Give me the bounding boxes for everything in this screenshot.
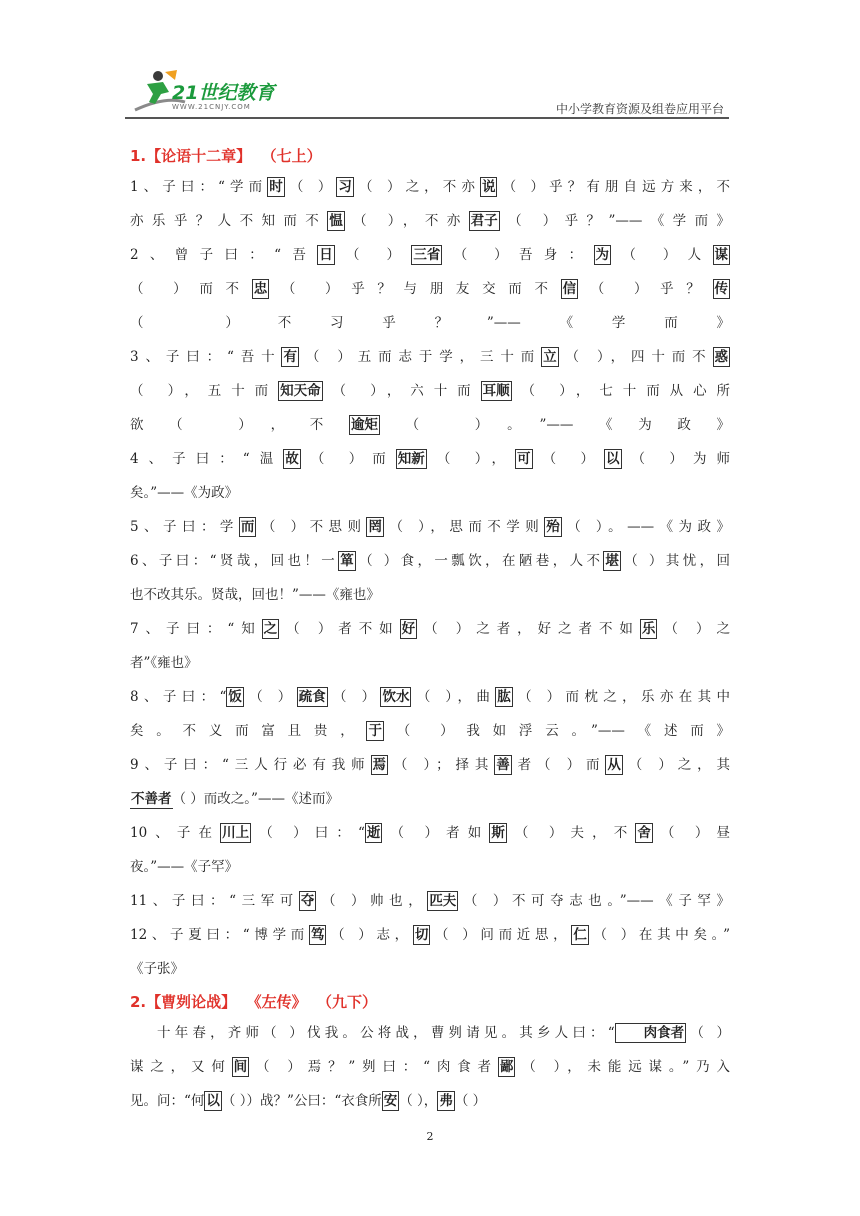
text-segment: （ ）帅也， [316, 893, 428, 909]
text-segment: （ ），思而不学则 [383, 519, 545, 535]
text-segment: （ ）乎？ [578, 281, 713, 297]
text-segment: （ ）之，其 [622, 757, 730, 773]
text-line [130, 1050, 730, 1084]
keyword-box: 为 [595, 247, 610, 263]
text-line [130, 204, 730, 238]
keyword-box: 谋 [714, 247, 729, 263]
keyword-box: 仁 [573, 927, 587, 943]
keyword-box: 而 [240, 519, 255, 535]
text-segment: （ ） [454, 1093, 487, 1109]
keyword-box: 立 [543, 349, 557, 365]
text-line [130, 170, 730, 204]
text-segment: （ ）而枕之，乐亦在其中 [512, 689, 730, 705]
text-segment: 亦乐乎？人不知而不 [130, 213, 328, 229]
text-line [130, 306, 730, 340]
text-segment: （ ）焉？”刿曰：“肉食者 [249, 1059, 498, 1075]
text-segment: （ ）；择其 [388, 757, 495, 773]
text-segment: （ ）乎？有朋自远方来，不 [497, 179, 730, 195]
text-segment: （ ）食，一瓢饮，在陋巷，人不 [355, 553, 604, 569]
text-segment: 11、子曰：“三军可 [130, 893, 299, 909]
text-segment: （ ）为师 [621, 451, 730, 467]
text-segment: （ ），七十而从心所 [511, 383, 730, 399]
text-line [130, 884, 730, 918]
keyword-box: 传 [714, 281, 728, 297]
text-line [130, 272, 730, 306]
text-line [130, 476, 730, 510]
text-segment: （ ）不可夺志也。”——《子罕》 [458, 893, 730, 909]
text-line [130, 544, 730, 578]
text-segment: （ ） [686, 1025, 730, 1041]
text-segment: （ ），未能远谋。”乃入 [515, 1059, 730, 1075]
keyword-box: 逝 [366, 825, 381, 841]
text-segment: 10、子在 [130, 825, 221, 841]
text-line [130, 1016, 730, 1050]
keyword-box: 愠 [329, 213, 343, 229]
text-segment: 4、子曰：“温 [130, 451, 284, 467]
keyword-box: 鄙 [499, 1059, 514, 1075]
text-segment: （ ）而 [300, 451, 396, 467]
text-segment: 5、子曰：学 [130, 519, 239, 535]
text-segment: （ ），四十而不 [558, 349, 713, 365]
keyword-box: 川上 [222, 825, 250, 841]
keyword-box: 舍 [637, 825, 651, 841]
text-segment: （ ）人 [611, 247, 713, 263]
text-segment: （ ） [284, 179, 337, 195]
text-segment: （ ）志， [326, 927, 413, 943]
text-line [130, 578, 730, 612]
keyword-box: 殆 [546, 519, 560, 535]
keyword-box: 惑 [714, 349, 728, 365]
keyword-box: 三省 [413, 247, 441, 263]
keyword-box: 可 [517, 451, 531, 467]
text-line [130, 374, 730, 408]
text-line [130, 714, 730, 748]
keyword-box: 间 [233, 1059, 248, 1075]
keyword-box: 君子 [470, 213, 498, 229]
text-segment: 谋之，又何 [130, 1059, 232, 1075]
text-segment: 1、子曰：“学而 [130, 179, 268, 195]
text-line [130, 510, 730, 544]
text-segment: （ ）。——《为政》 [561, 519, 730, 535]
keyword-box: 安 [383, 1093, 398, 1109]
text-segment: 6、子曰：“贤哉，回也！一 [130, 553, 339, 569]
text-segment: （ ），不亦 [344, 213, 469, 229]
text-segment: （ ）不思则 [256, 519, 367, 535]
text-segment: （ ）而不 [130, 281, 252, 297]
keyword-box: 以 [206, 1093, 220, 1109]
text-line [130, 850, 730, 884]
keyword-box: 饭 [228, 689, 242, 705]
keyword-box: 罔 [368, 519, 382, 535]
text-segment: 9、子曰：“三人行必有我师 [130, 757, 371, 773]
text-segment: （ ）。”——《为政》 [379, 417, 730, 433]
section-title: 1.【论语十二章】 （七上） [130, 147, 322, 165]
text-segment: （ ）者如 [382, 825, 490, 841]
section-caogui [130, 1016, 730, 1118]
keyword-box: 焉 [372, 757, 387, 773]
text-segment: （ ） [327, 689, 381, 705]
text-segment: （ ）问而近思， [430, 927, 572, 943]
keyword-box: 匹夫 [429, 893, 457, 909]
keyword-box: 之 [263, 621, 278, 637]
keyword-box: 切 [414, 927, 429, 943]
text-segment: （ ） [532, 451, 604, 467]
text-segment: （ ）乎？与朋友交而不 [269, 281, 561, 297]
text-segment: （ ）之，不亦 [353, 179, 480, 195]
text-segment: （ ） [243, 689, 297, 705]
text-segment: （ ）吾身： [442, 247, 594, 263]
text-line [130, 952, 730, 986]
text-segment: 也不改其乐。贤哉，回也！”——《雍也》 [130, 587, 380, 603]
keyword-box: 故 [285, 451, 299, 467]
keyword-box: 笃 [310, 927, 325, 943]
keyword-box: 以 [606, 451, 620, 467]
worksheet-content [130, 142, 730, 1118]
text-segment: 矣。”——《为政》 [130, 485, 239, 501]
keyword-box: 堪 [605, 553, 619, 569]
text-line [130, 612, 730, 646]
text-segment: （ ）之 [657, 621, 730, 637]
text-segment: （ ），六十而 [322, 383, 481, 399]
text-segment: （ ）乎？”——《学而》 [499, 213, 730, 229]
text-segment: （ ）， [426, 451, 516, 467]
text-segment: （ ）昼 [652, 825, 730, 841]
text-segment: 矣。不义而富且贵， [130, 723, 367, 739]
text-segment: （ ）夫，不 [506, 825, 636, 841]
text-segment: 欲（ ），不 [130, 417, 349, 433]
text-line [130, 816, 730, 850]
text-segment: （ ））战？”公曰：“衣食所 [221, 1093, 382, 1109]
keyword-box: 于 [368, 723, 382, 739]
keyword-box: 忠 [253, 281, 268, 297]
page-header [0, 0, 860, 125]
logo-url: WWW.21CNJY.COM [172, 103, 251, 111]
keyword-box: 箪 [340, 553, 354, 569]
text-segment: （ ）曰：“ [251, 825, 365, 841]
keyword-box: 逾矩 [350, 417, 378, 433]
keyword-box: 时 [269, 179, 283, 195]
keyword-box: 耳顺 [482, 383, 510, 399]
section-lunyu [130, 170, 730, 986]
text-segment: （ ）其忧，回 [620, 553, 730, 569]
text-line [130, 918, 730, 952]
keyword-box: 弗 [439, 1093, 453, 1109]
keyword-box: 日 [319, 247, 333, 263]
text-segment: （ ），曲 [411, 689, 496, 705]
text-segment: （ ）五而志于学，三十而 [298, 349, 542, 365]
keyword-box: 不善者 [131, 791, 172, 807]
text-segment: 2、曾子曰：“吾 [130, 247, 318, 263]
keyword-box: 有 [283, 349, 297, 365]
keyword-box: 知天命 [280, 383, 321, 399]
keyword-box: 肉食者 [615, 1023, 687, 1043]
text-segment: （ ）， [399, 1093, 438, 1109]
text-segment: 8、子曰：“ [130, 689, 227, 705]
text-segment: 十年春，齐师（ ）伐我。公将战，曹刿请见。其乡人曰：“ [157, 1025, 615, 1041]
keyword-box: 知新 [397, 451, 425, 467]
text-line [130, 238, 730, 272]
text-line [130, 748, 730, 782]
text-segment: （ ）之者，好之者不如 [417, 621, 640, 637]
text-line [130, 782, 730, 816]
keyword-box: 信 [562, 281, 577, 297]
text-segment: （ ），五十而 [130, 383, 279, 399]
keyword-box: 夺 [300, 893, 315, 909]
section-title: 2.【曹刿论战】 《左传》 （九下） [130, 993, 378, 1011]
text-segment: 12、子夏曰：“博学而 [130, 927, 309, 943]
keyword-box: 乐 [641, 621, 656, 637]
text-segment: （ ）而改之。”——《述而》 [172, 791, 339, 807]
header-divider [125, 117, 729, 119]
keyword-box: 说 [481, 179, 496, 195]
keyword-box: 斯 [491, 825, 505, 841]
text-segment: 见。问：“何 [130, 1093, 205, 1109]
text-line [130, 646, 730, 680]
keyword-box: 善 [496, 757, 510, 773]
text-segment: （ ）我如浮云。”——《述而》 [383, 723, 730, 739]
keyword-box: 习 [338, 179, 352, 195]
keyword-box: 肱 [497, 689, 511, 705]
text-line [130, 442, 730, 476]
text-segment: （ ）在其中矣。” [588, 927, 730, 943]
keyword-box: 从 [607, 757, 621, 773]
text-segment: （ ） [334, 247, 412, 263]
text-segment: 7、子曰：“知 [130, 621, 262, 637]
logo-text: 21世纪教育 [172, 82, 275, 104]
text-line [130, 680, 730, 714]
text-segment: 《子张》 [130, 961, 184, 977]
keyword-box: 好 [401, 621, 416, 637]
keyword-box: 疏食 [298, 689, 326, 705]
text-segment: 夜。”——《子罕》 [130, 859, 239, 875]
page-number: 2 [426, 1130, 434, 1143]
text-segment: 3、子曰：“吾十 [130, 349, 282, 365]
text-segment: （ ）不习乎？”——《学而》 [130, 315, 730, 331]
text-line [130, 340, 730, 374]
text-segment: 者”《雍也》 [130, 655, 198, 671]
text-line [130, 1084, 730, 1118]
text-segment: 者（ ）而 [511, 757, 606, 773]
platform-title: 中小学教育资源及组卷应用平台 [555, 102, 724, 116]
text-segment: （ ）者不如 [279, 621, 400, 637]
text-line [130, 408, 730, 442]
keyword-box: 饮水 [382, 689, 410, 705]
